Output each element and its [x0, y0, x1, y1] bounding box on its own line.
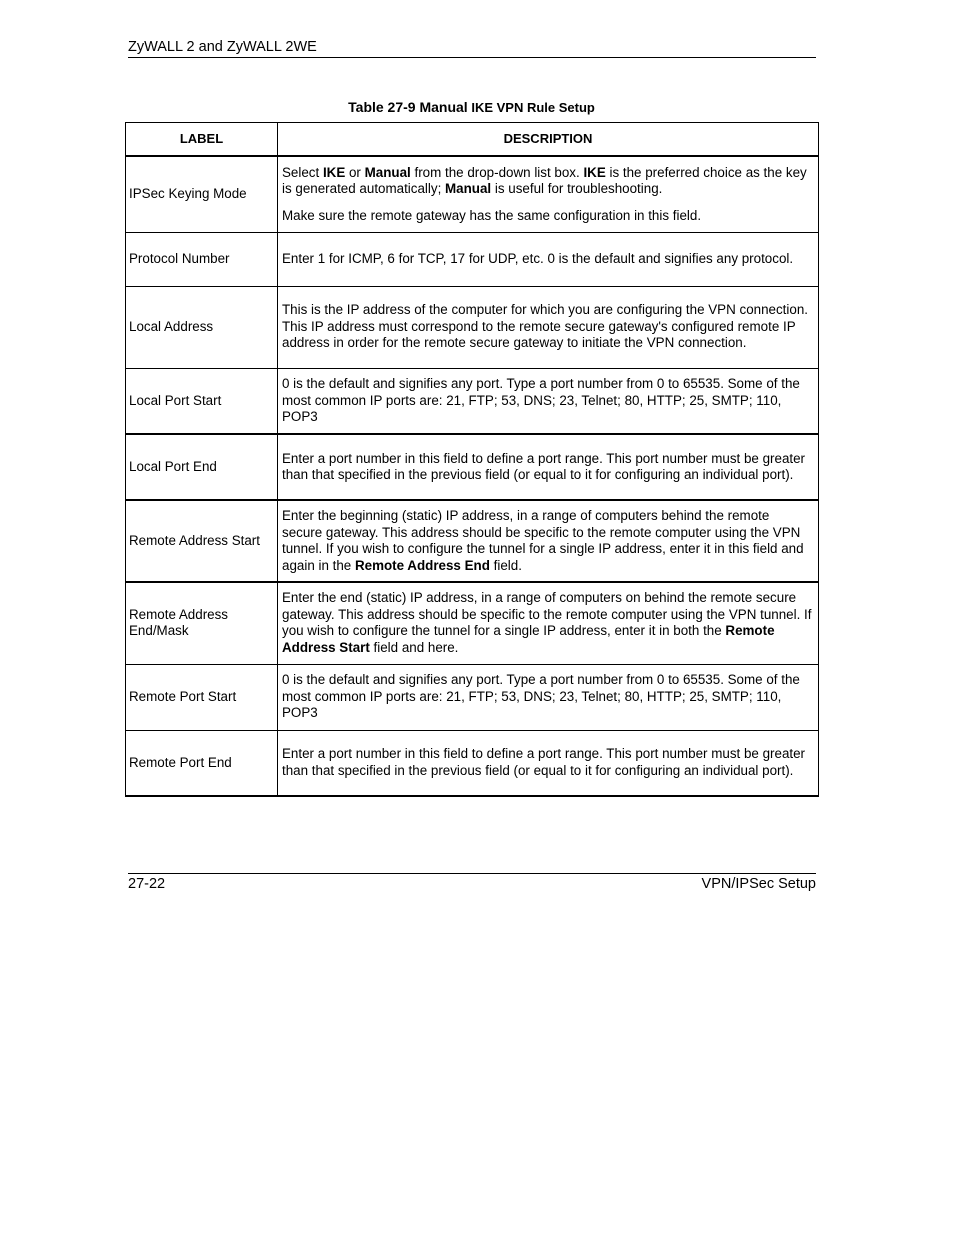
- bold-term: Manual: [445, 181, 492, 196]
- description-text: or: [345, 164, 365, 180]
- row-label: Remote Port Start: [126, 664, 278, 730]
- bold-term: IKE: [583, 164, 606, 180]
- row-description: [278, 434, 819, 500]
- vpn-rule-table: [125, 122, 819, 797]
- bold-term: Remote Address Start: [282, 623, 775, 655]
- row-label: IPSec Keying Mode: [126, 156, 278, 232]
- description-paragraph: [282, 672, 812, 722]
- table-row: [126, 434, 819, 500]
- description-text: field.: [489, 557, 522, 573]
- row-description: [278, 286, 819, 368]
- row-label: Local Address: [126, 286, 278, 368]
- row-description: [278, 156, 819, 232]
- description-text: field and here.: [369, 639, 459, 655]
- description-paragraph: [282, 302, 812, 352]
- column-header-description: DESCRIPTION: [278, 123, 819, 157]
- description-text: Enter a port number in this field to define a port range. This port number must be greater than that specified in the previous field (or equal to it for configuring an individual port).: [282, 450, 806, 482]
- column-header-label: LABEL: [126, 123, 278, 157]
- description-text: Enter 1 for ICMP, 6 for TCP, 17 for UDP, etc. 0 is the default and signifies any protocol.: [282, 250, 794, 266]
- table-row: [126, 730, 819, 796]
- description-text: Enter the beginning (static) IP address, in a range of computers behind the remote secure gateway. This address should be specific to the remote computer using the VPN tunnel. If you wish to configure the tunnel for a single IP address, enter it in this field and again in the: [282, 508, 804, 573]
- row-description: [278, 232, 819, 286]
- description-text: Select: [282, 164, 323, 180]
- row-description: [278, 582, 819, 664]
- row-description: [278, 664, 819, 730]
- row-label: Local Port End: [126, 434, 278, 500]
- table-row: [126, 156, 819, 232]
- row-label: Protocol Number: [126, 232, 278, 286]
- description-paragraph: [282, 746, 812, 779]
- table-body: [126, 156, 819, 796]
- description-text: 0 is the default and signifies any port. Type a port number from 0 to 65535. Some of the most common IP ports are: 21, FTP; 53, DNS; 23, Telnet; 80, HTTP; 25, SMTP; 110, POP3: [282, 672, 800, 721]
- header-rule: [128, 57, 816, 58]
- description-text: is the preferred choice as the key is generated automatically;: [282, 164, 807, 196]
- description-text: 0 is the default and signifies any port. Type a port number from 0 to 65535. Some of the most common IP ports are: 21, FTP; 53, DNS; 23, Telnet; 80, HTTP; 25, SMTP; 110, POP3: [282, 376, 800, 424]
- description-text: Enter a port number in this field to define a port range. This port number must be greater than that specified in the previous field (or equal to it for configuring an individual port).: [282, 746, 806, 778]
- row-label: Local Port Start: [126, 368, 278, 434]
- bold-term: Remote Address End: [354, 557, 490, 573]
- description-paragraph: [282, 165, 812, 198]
- description-paragraph: [282, 590, 812, 656]
- table-row: [126, 368, 819, 434]
- table-caption-main: Table 27-9 Manual: [348, 99, 468, 115]
- footer-rule: [128, 873, 816, 874]
- section-title: VPN/IPSec Setup: [701, 876, 816, 892]
- table-caption-rest: IKE VPN Rule Setup: [471, 100, 595, 115]
- table-row: [126, 232, 819, 286]
- description-paragraph: [282, 376, 812, 426]
- table-caption: [125, 98, 818, 117]
- description-paragraph: [282, 508, 812, 574]
- row-description: [278, 368, 819, 434]
- running-header: ZyWALL 2 and ZyWALL 2WE: [128, 39, 317, 55]
- description-text: Enter the end (static) IP address, in a range of computers on behind the remote secure gateway. This address should be specific to the remote computer using the VPN tunnel. If you wish to configure the tunnel for a single IP address, enter it in both the: [282, 590, 812, 639]
- row-label: Remote Address Start: [126, 500, 278, 582]
- table-row: [126, 582, 819, 664]
- description-text: from the drop-down list box.: [410, 164, 584, 180]
- page-number: 27-22: [128, 876, 166, 892]
- table-row: [126, 500, 819, 582]
- row-label: Remote Address End/Mask: [126, 582, 278, 664]
- table-row: [126, 286, 819, 368]
- description-text: Make sure the remote gateway has the same configuration in this field.: [282, 207, 702, 223]
- bold-term: Manual: [364, 164, 411, 180]
- table-row: [126, 664, 819, 730]
- description-paragraph: [282, 451, 812, 484]
- description-text: This is the IP address of the computer for which you are configuring the VPN connection. This IP address must correspond to the remote secure gateway's configured remote IP address in order for the remote secure gateway to initiate the VPN connection.: [282, 302, 808, 351]
- description-text: is useful for troubleshooting.: [491, 181, 663, 196]
- description-paragraph: [282, 251, 812, 268]
- row-description: [278, 500, 819, 582]
- bold-term: IKE: [322, 164, 346, 180]
- description-paragraph: [282, 208, 812, 225]
- row-description: [278, 730, 819, 796]
- row-label: Remote Port End: [126, 730, 278, 796]
- table-header-row: [126, 123, 819, 157]
